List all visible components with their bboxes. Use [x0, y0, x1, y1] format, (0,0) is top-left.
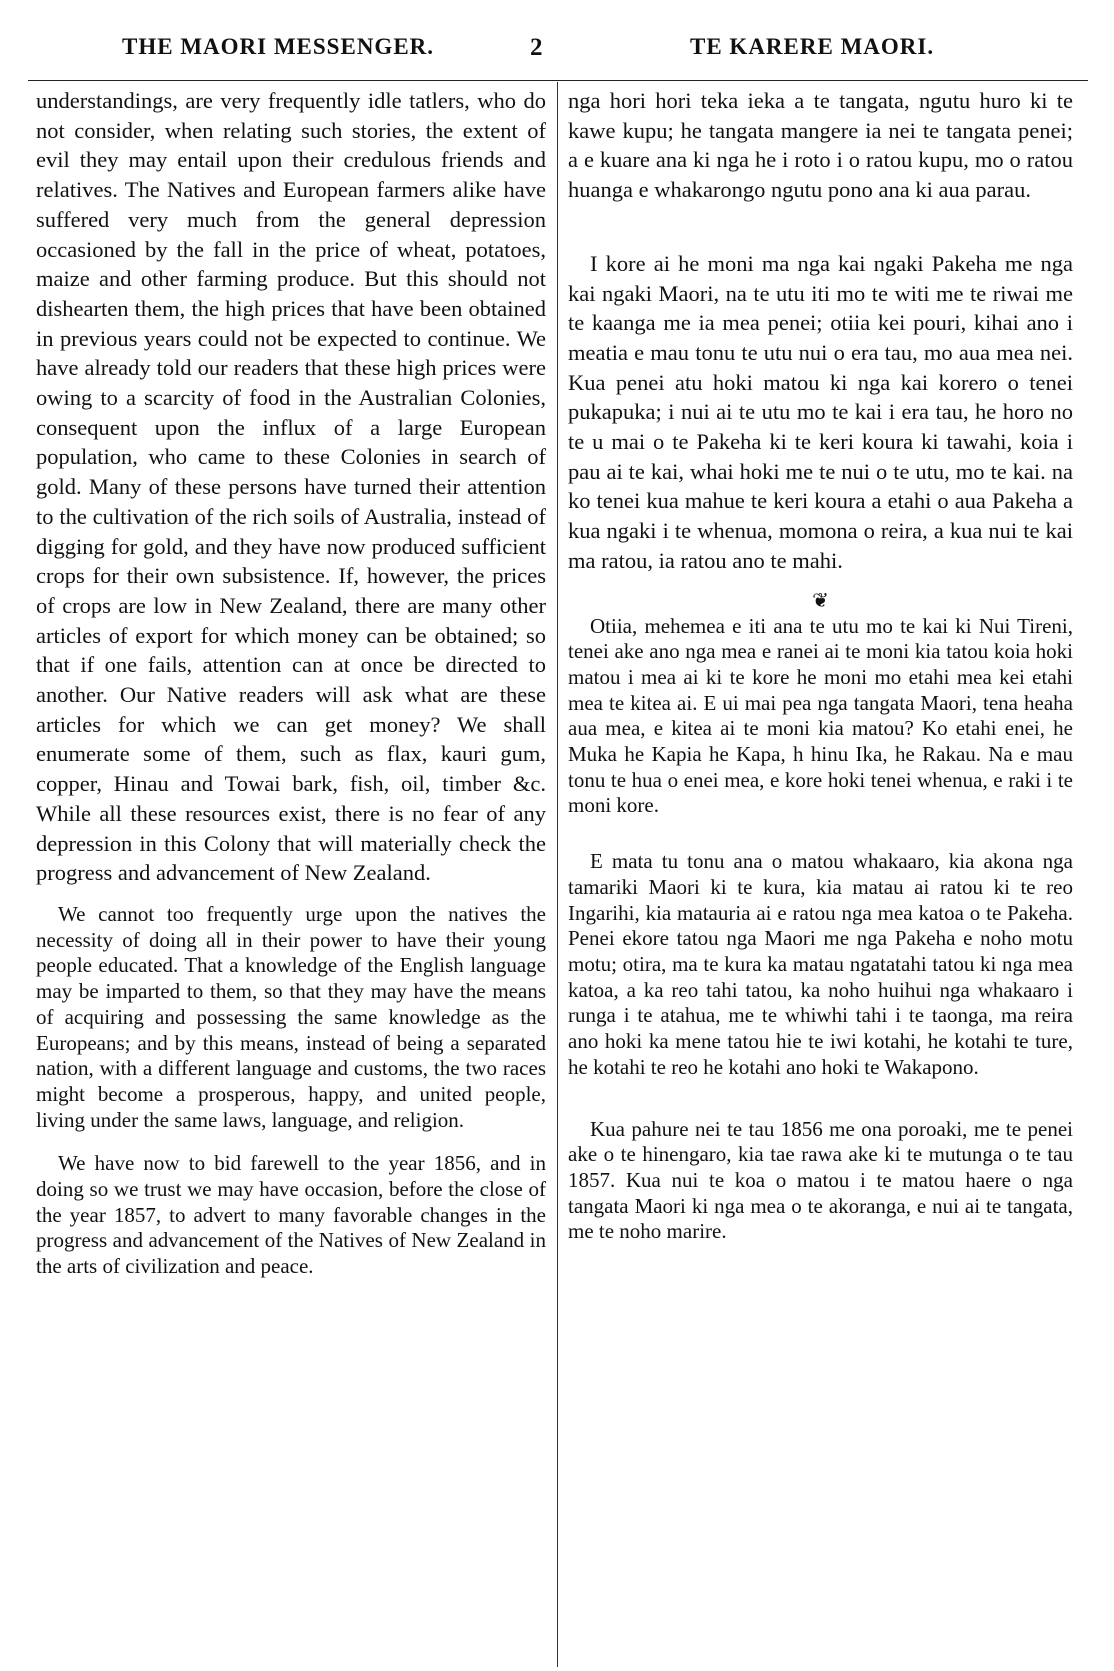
maori-masthead: TE KARERE MAORI. [690, 34, 935, 59]
english-paragraph-2: We cannot too frequently urge upon the natives the necessity of doing all in their power to have their young people educated. That a knowledge of the English language may be imparted to them, so that they may have the means of acquiring and possessing the same knowledge as the Europeans; and by this means, instead of being a separated nation, with a different language and customs, the two races might become a prosperous, happy, and united people, living under the same laws, language, and religion. [36, 901, 546, 1132]
header-rule [28, 80, 1088, 81]
page-number: 2 [530, 34, 544, 61]
maori-paragraph-2: I kore ai he moni ma nga kai ngaki Pakeha me nga kai ngaki Maori, na te utu iti mo te witi me te riwai me te kaanga me ia mea penei; otiia kei pouri, kihai ano i meatia e mau tonu te utu nui o era tau, mo aua mea nei. Kua penei atu hoki matou ki nga kai korero o tenei pukapuka; i nui ai te utu mo te kai i era tau, he horo no te u mai o te Pakeha ki te keri koura ki tawahi, koia i pau ai te kai, whai hoki me te nui o te utu, mo te kai. na ko tenei kua mahue te keri koura a etahi o aua Pakeha a kua ngaki i te whenua, momona o reira, a kua nui te kai ma ratou, ia ratou ano te mahi. [568, 250, 1073, 573]
maori-paragraph-5: Kua pahure nei te tau 1856 me ona poroaki, me te penei ake o te hinengaro, kia tae rawa ake ki te mutunga o te tau 1857. Kua nui te koa o matou i te matou haere o nga tangata Maori ki nga mea o te akoranga, e nui ai te tangata, me te noho marire. [568, 1116, 1073, 1244]
english-paragraph-1: understandings, are very frequently idle tatlers, who do not consider, when relating such stories, the extent of evil they may entail upon their credulous friends and relatives. The Natives and European farmers alike have suffered very much from the general depression occasioned by the fall in the price of wheat, potatoes, maize and other farming produce. But this should not dishearten them, the high prices that have been obtained in previous years could not be expected to continue. We have already told our readers that these high prices were owing to a scarcity of food in the Australian Colonies, consequent upon the influx of a large European population, who came to these Colonies in search of gold. Many of these persons have turned their attention to the cultivation of the rich soils of Australia, instead of digging for gold, and they have now produced sufficient crops for their own subsistence. If, however, the prices of crops are low in New Zealand, there are many other articles of export for which money can be obtained; so that if one fails, attention can at once be directed to another. Our Native readers will ask what are these articles for which we can get money? We shall enumerate some of them, such as flax, kauri gum, copper, Hinau and Towai bark, fish, oil, timber &c. While all these resources exist, there is no fear of any depression in this Colony that will materially check the progress and advancement of New Zealand. [36, 88, 546, 886]
ornament-icon: ❦ [812, 589, 829, 612]
english-masthead: THE MAORI MESSENGER. [122, 34, 435, 59]
english-column [36, 86, 546, 1280]
maori-paragraph-1: nga hori hori teka ieka a te tangata, ngutu huro ki te kawe kupu; he tangata mangere ia nei te tangata penei; a e kuare ana ki nga he i roto i o ratou kupu, mo o ratou huanga e whakarongo ngutu pono ana ki aua parau. [568, 88, 1073, 203]
column-divider [557, 82, 558, 1667]
maori-paragraph-3: Otiia, mehemea e iti ana te utu mo te kai ki Nui Tireni, tenei ake ano nga mea e ranei ai te moni kia tatou koia hoki matou i mea ai ki te kore he moni mo etahi mea kei etahi mea te kitea ai. E ui mai pea nga tangata Maori, tena heaha aua mea, e kitea ai te moni kia matou? Ko etahi enei, he Muka he Kapia he Kapa, h hinu Ika, he Rakau. Na e mau tonu te hua o enei mea, e kore hoki tenei whenua, e raki i te moni kore. [568, 613, 1073, 818]
maori-column [568, 86, 1073, 1245]
english-paragraph-3: We have now to bid farewell to the year 1856, and in doing so we trust we may have occasion, before the close of the year 1857, to advert to many favorable changes in the progress and advancement of the Natives of New Zealand in the arts of civilization and peace. [36, 1151, 546, 1279]
page-header [0, 34, 1114, 74]
maori-paragraph-4: E mata tu tonu ana o matou whakaaro, kia akona nga tamariki Maori ki te kura, kia matau ai ratou ki te reo Ingarihi, kia matauria ai e ratou nga mea katoa o te Pakeha. Penei ekore tatou nga Maori me nga Pakeha e noho motu motu; otira, ma te kura ka matau ngatatahi tatou ki nga mea katoa, a ka reo tahi tatou, ka noho huihui nga whakaaro i runga i te atahua, me te whiwhi tahi i te taonga, ma reira ano hoki ka mene tatou hie te iwi kotahi, he kotahi te ture, he kotahi te reo he kotahi ano hoki te Wakapono. [568, 849, 1073, 1079]
